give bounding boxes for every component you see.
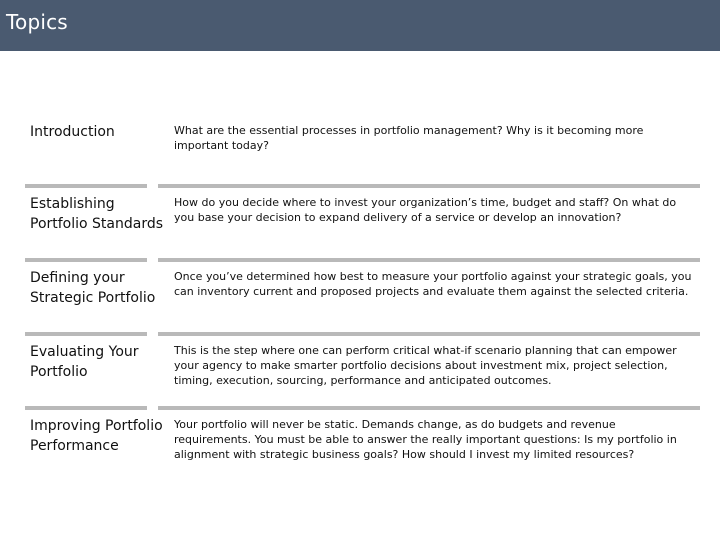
topic-name: Introduction [30,124,115,140]
topic-description: Your portfolio will never be static. Demands change, as do budgets and revenue requirements. You must be able to answer the really important questions: Is my portfolio in alignment with strategic business goals? How should I invest my limited resources? [174,418,677,461]
topic-row [25,188,700,262]
header-bar [0,0,720,51]
topic-description: This is the step where one can perform critical what-if scenario planning that can empower your agency to make smarter portfolio decisions about investment mix, project selection, timing, execution, sourcing, performance and anticipated outcomes. [174,344,677,387]
page-title: Topics [6,10,68,34]
topic-name: Improving Portfolio Performance [30,418,163,454]
topic-description: Once you’ve determined how best to measure your portfolio against your strategic goals, you can inventory current and proposed projects and evaluate them against the selected criteria. [174,270,692,298]
topic-description: How do you decide where to invest your organization’s time, budget and staff? On what do you base your decision to expand delivery of a service or develop an innovation? [174,196,677,224]
topic-row [25,410,700,484]
topic-name: Evaluating Your Portfolio [30,344,139,380]
topics-table [25,113,700,484]
topic-name: Establishing Portfolio Standards [30,196,164,232]
topic-row [25,262,700,336]
topic-name: Defining your Strategic Portfolio [30,270,156,306]
topic-row [25,336,700,410]
topic-row [25,113,700,188]
topic-description: What are the essential processes in portfolio management? Why is it becoming more important today? [174,124,644,152]
